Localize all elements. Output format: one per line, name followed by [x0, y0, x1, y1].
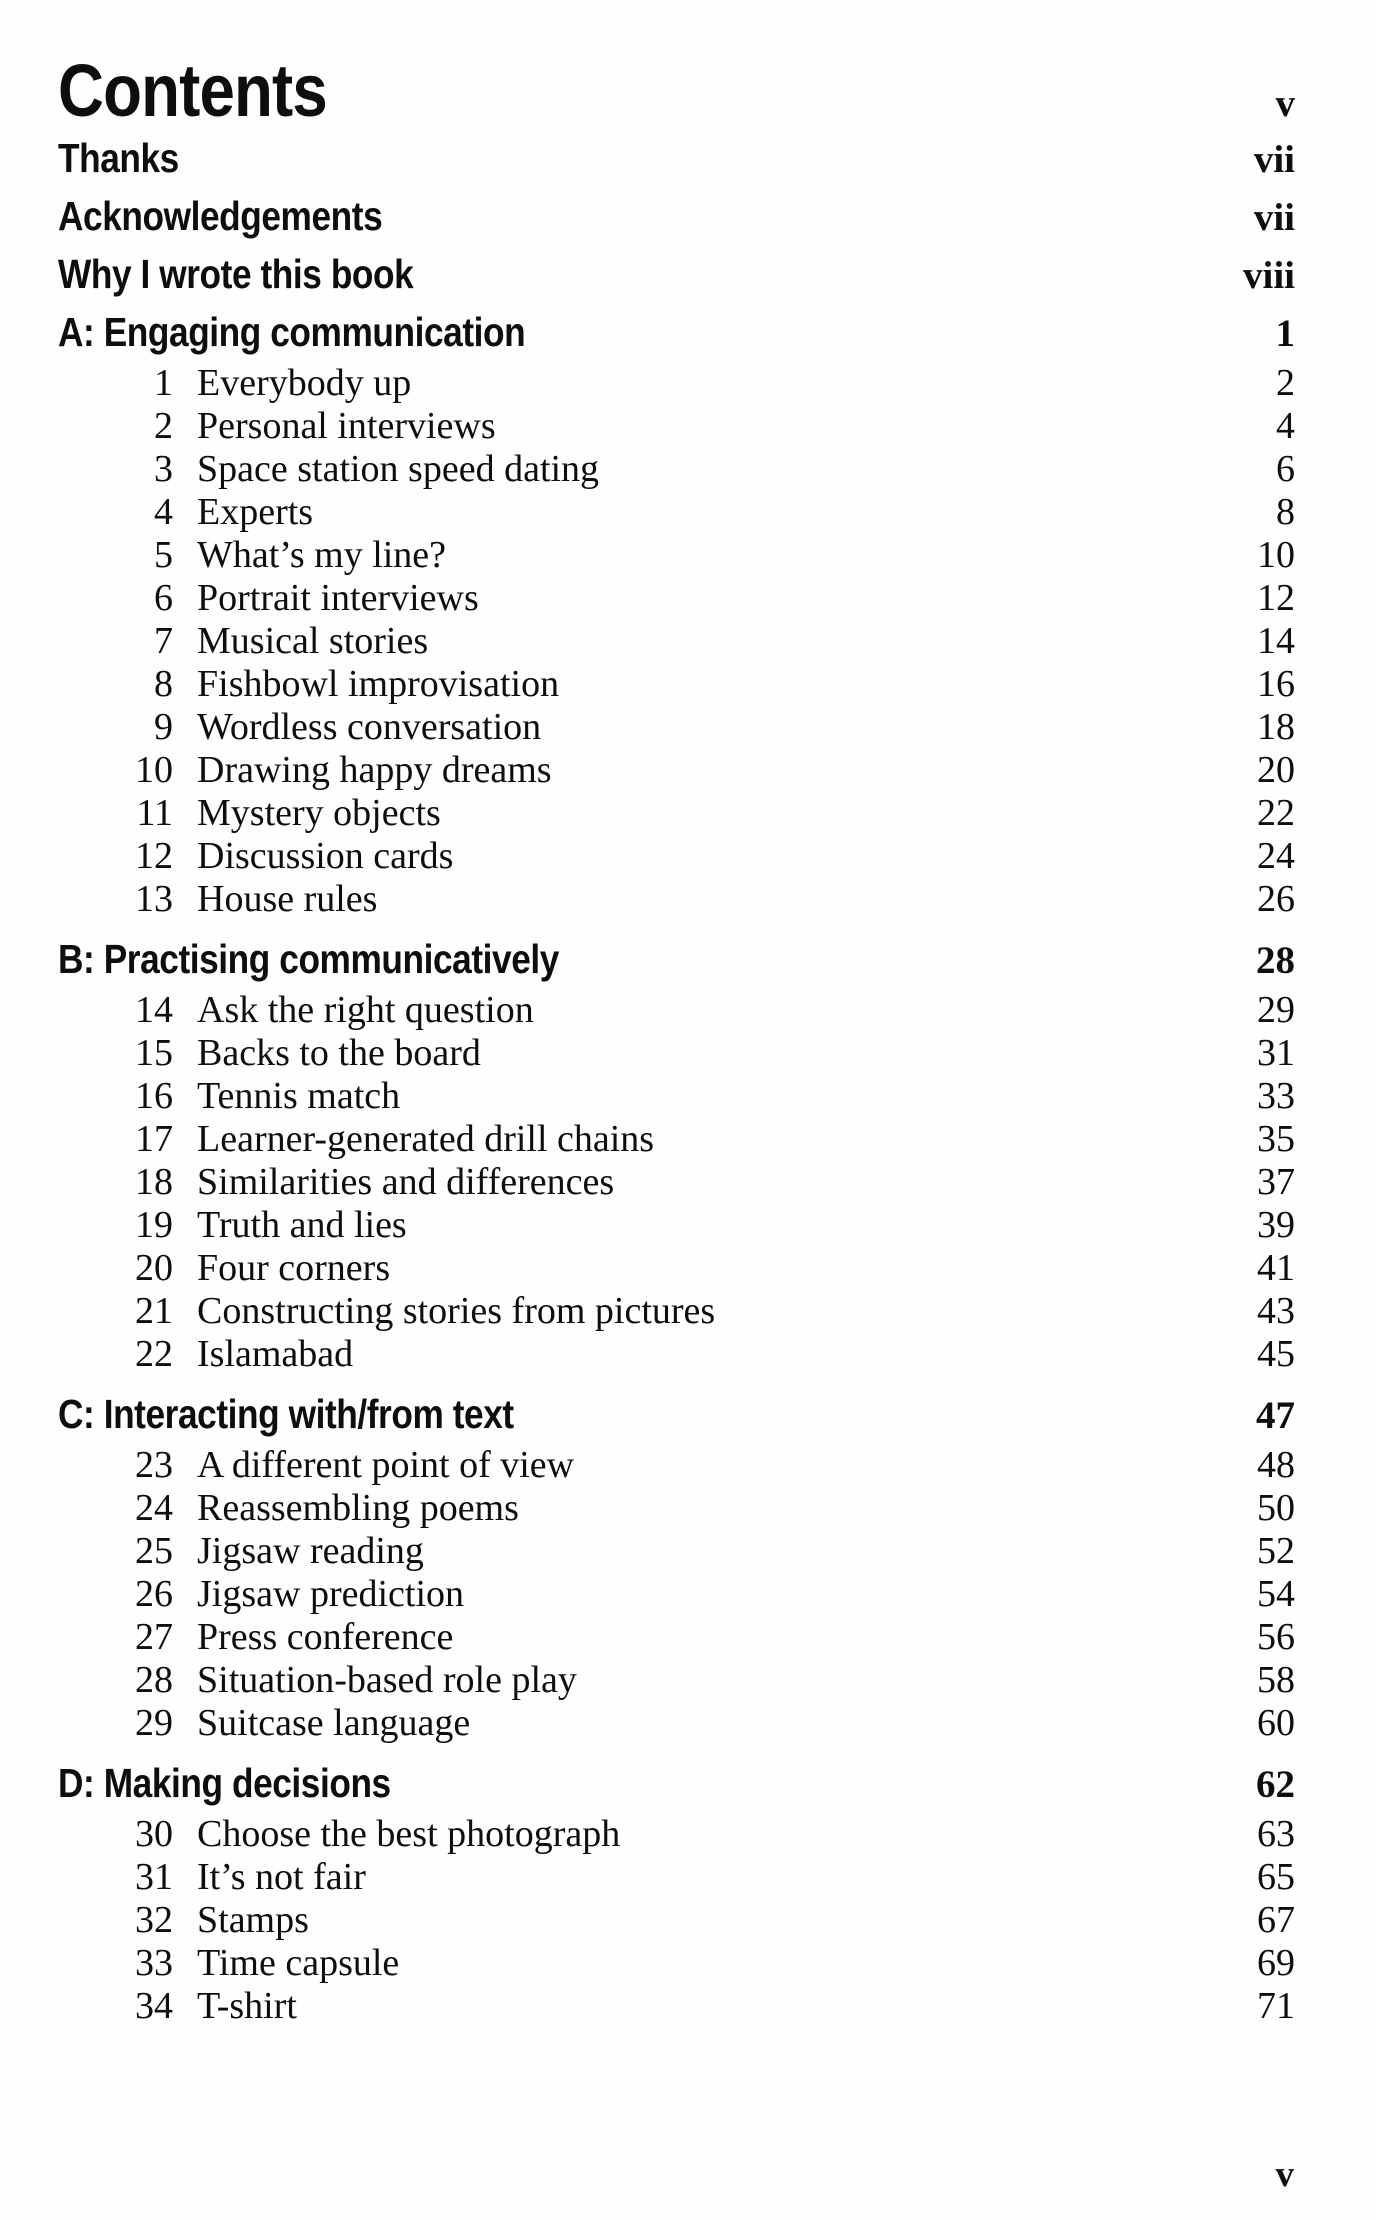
toc-item-number: 33	[135, 1942, 173, 1984]
toc-item-row	[58, 835, 1295, 878]
toc-item-row	[58, 706, 1295, 749]
toc-item-number: 8	[154, 663, 173, 705]
toc-list	[58, 130, 1295, 2028]
toc-item-number: 26	[135, 1573, 173, 1615]
toc-item-title: Similarities and differences	[197, 1161, 615, 1203]
toc-item-number: 10	[135, 749, 173, 791]
toc-item-row	[58, 1616, 1295, 1659]
toc-item-page: 58	[1257, 1659, 1295, 1701]
toc-item-page: 67	[1257, 1899, 1295, 1941]
toc-item-page: 20	[1257, 749, 1295, 791]
toc-item-number: 20	[135, 1247, 173, 1289]
toc-item-number: 18	[135, 1161, 173, 1203]
toc-item-page: 43	[1257, 1290, 1295, 1332]
toc-item-title: Learner-generated drill chains	[197, 1118, 655, 1160]
toc-item-row	[58, 1985, 1295, 2028]
toc-item-number: 6	[154, 577, 173, 619]
toc-item-title: Stamps	[197, 1899, 309, 1941]
toc-item-row	[58, 620, 1295, 663]
toc-item-title: Jigsaw reading	[197, 1530, 424, 1572]
toc-item-number: 29	[135, 1702, 173, 1744]
toc-item-title: Drawing happy dreams	[197, 749, 552, 791]
toc-item-title: Choose the best photograph	[197, 1813, 621, 1855]
toc-section-items	[58, 1813, 1295, 2028]
toc-item-page: 54	[1257, 1573, 1295, 1615]
toc-item-number: 31	[135, 1856, 173, 1898]
toc-section-label: C: Interacting with/from text	[58, 1391, 514, 1437]
toc-front-page: viii	[1242, 254, 1295, 297]
toc-item-row	[58, 1899, 1295, 1942]
toc-item-title: Experts	[197, 491, 314, 533]
toc-section-page: 1	[1275, 312, 1295, 355]
toc-item-number: 24	[135, 1487, 173, 1529]
toc-item-number: 25	[135, 1530, 173, 1572]
toc-item-page: 4	[1276, 405, 1295, 447]
toc-item-number: 17	[135, 1118, 173, 1160]
toc-item-number: 7	[154, 620, 173, 662]
toc-item-row	[58, 1813, 1295, 1856]
toc-item-title: What’s my line?	[197, 534, 447, 576]
toc-item-row	[58, 1075, 1295, 1118]
toc-item-row	[58, 1659, 1295, 1702]
toc-item-title: Fishbowl improvisation	[197, 663, 560, 705]
toc-section	[58, 1386, 1295, 1745]
toc-item-row	[58, 1118, 1295, 1161]
toc-section-page: 28	[1256, 939, 1295, 982]
toc-item-page: 18	[1257, 706, 1295, 748]
toc-item-page: 35	[1257, 1118, 1295, 1160]
toc-item-number: 30	[135, 1813, 173, 1855]
toc-item-row	[58, 1032, 1295, 1075]
toc-item-title: Jigsaw prediction	[197, 1573, 465, 1615]
toc-section-items	[58, 1444, 1295, 1745]
contents-title-row	[58, 49, 1295, 132]
toc-front-label: Why I wrote this book	[58, 251, 414, 297]
toc-item-page: 56	[1257, 1616, 1295, 1658]
toc-item-page: 31	[1257, 1032, 1295, 1074]
toc-item-row	[58, 362, 1295, 405]
toc-item-number: 3	[154, 448, 173, 490]
toc-item-page: 50	[1257, 1487, 1295, 1529]
toc-item-row	[58, 491, 1295, 534]
toc-item-row	[58, 1487, 1295, 1530]
toc-item-row	[58, 1530, 1295, 1573]
toc-item-number: 15	[135, 1032, 173, 1074]
table-of-contents	[58, 34, 1295, 2028]
toc-item-row	[58, 1573, 1295, 1616]
contents-page-number: v	[1275, 82, 1295, 125]
toc-item-page: 12	[1257, 577, 1295, 619]
toc-item-page: 52	[1257, 1530, 1295, 1572]
toc-section-page: 62	[1256, 1763, 1295, 1806]
toc-item-title: Portrait interviews	[197, 577, 479, 619]
toc-item-title: Discussion cards	[197, 835, 454, 877]
toc-item-number: 32	[135, 1899, 173, 1941]
toc-section-header	[58, 931, 1295, 989]
toc-item-page: 33	[1257, 1075, 1295, 1117]
toc-item-title: A different point of view	[197, 1444, 575, 1486]
page-title-text: Contents	[58, 49, 327, 132]
toc-item-number: 27	[135, 1616, 173, 1658]
toc-item-number: 11	[136, 792, 173, 834]
toc-item-title: Constructing stories from pictures	[197, 1290, 716, 1332]
toc-section-label: D: Making decisions	[58, 1760, 391, 1806]
toc-item-row	[58, 1702, 1295, 1745]
toc-section	[58, 304, 1295, 921]
toc-item-number: 34	[135, 1985, 173, 2027]
toc-item-title: Space station speed dating	[197, 448, 600, 490]
toc-item-row	[58, 448, 1295, 491]
toc-item-number: 5	[154, 534, 173, 576]
toc-item-title: Musical stories	[197, 620, 429, 662]
toc-item-page: 45	[1257, 1333, 1295, 1375]
toc-item-title: Suitcase language	[197, 1702, 471, 1744]
toc-item-title: House rules	[197, 878, 378, 920]
toc-item-number: 19	[135, 1204, 173, 1246]
toc-item-title: Everybody up	[197, 362, 412, 404]
toc-item-row	[58, 792, 1295, 835]
toc-section-items	[58, 362, 1295, 921]
toc-item-number: 14	[135, 989, 173, 1031]
toc-item-title: It’s not fair	[197, 1856, 366, 1898]
toc-item-page: 14	[1257, 620, 1295, 662]
toc-item-number: 23	[135, 1444, 173, 1486]
toc-item-page: 16	[1257, 663, 1295, 705]
toc-item-number: 1	[154, 362, 173, 404]
toc-item-row	[58, 405, 1295, 448]
toc-item-page: 63	[1257, 1813, 1295, 1855]
toc-item-title: Truth and lies	[197, 1204, 407, 1246]
toc-item-row	[58, 663, 1295, 706]
toc-item-number: 2	[154, 405, 173, 447]
page-title	[58, 49, 371, 132]
toc-section-label: B: Practising communicatively	[58, 936, 559, 982]
toc-item-page: 71	[1257, 1985, 1295, 2027]
toc-item-page: 2	[1276, 362, 1295, 404]
toc-section-page: 47	[1256, 1394, 1295, 1437]
toc-item-number: 21	[135, 1290, 173, 1332]
toc-section	[58, 1755, 1295, 2028]
toc-item-title: Backs to the board	[197, 1032, 481, 1074]
toc-item-title: Personal interviews	[197, 405, 496, 447]
toc-item-title: Press conference	[197, 1616, 454, 1658]
toc-front-label: Thanks	[58, 135, 179, 181]
toc-front-page: vii	[1253, 196, 1295, 239]
toc-item-title: Situation-based role play	[197, 1659, 577, 1701]
toc-item-number: 13	[135, 878, 173, 920]
toc-item-title: T-shirt	[197, 1985, 297, 2027]
toc-item-page: 60	[1257, 1702, 1295, 1744]
toc-section-items	[58, 989, 1295, 1376]
toc-item-page: 65	[1257, 1856, 1295, 1898]
toc-item-title: Islamabad	[197, 1333, 354, 1375]
toc-item-page: 37	[1257, 1161, 1295, 1203]
toc-item-title: Four corners	[197, 1247, 391, 1289]
toc-item-title: Tennis match	[197, 1075, 401, 1117]
toc-item-number: 12	[135, 835, 173, 877]
toc-item-page: 10	[1257, 534, 1295, 576]
toc-item-row	[58, 1204, 1295, 1247]
toc-item-number: 22	[135, 1333, 173, 1375]
toc-item-row	[58, 749, 1295, 792]
toc-item-row	[58, 1247, 1295, 1290]
toc-item-row	[58, 577, 1295, 620]
toc-item-number: 28	[135, 1659, 173, 1701]
toc-front-row	[58, 130, 1295, 188]
toc-item-page: 48	[1257, 1444, 1295, 1486]
toc-item-page: 26	[1257, 878, 1295, 920]
toc-item-row	[58, 1290, 1295, 1333]
toc-item-page: 24	[1257, 835, 1295, 877]
toc-front-row	[58, 188, 1295, 246]
toc-item-row	[58, 1942, 1295, 1985]
toc-item-page: 6	[1276, 448, 1295, 490]
toc-item-row	[58, 878, 1295, 921]
toc-front-row	[58, 246, 1295, 304]
toc-item-row	[58, 1161, 1295, 1204]
toc-item-row	[58, 1856, 1295, 1899]
toc-item-row	[58, 989, 1295, 1032]
toc-item-number: 16	[135, 1075, 173, 1117]
toc-item-title: Mystery objects	[197, 792, 441, 834]
toc-item-page: 69	[1257, 1942, 1295, 1984]
toc-item-number: 4	[154, 491, 173, 533]
toc-front-label: Acknowledgements	[58, 193, 383, 239]
toc-section	[58, 931, 1295, 1376]
toc-section-header	[58, 1386, 1295, 1444]
toc-item-title: Ask the right question	[197, 989, 534, 1031]
toc-item-number: 9	[154, 706, 173, 748]
toc-item-page: 29	[1257, 989, 1295, 1031]
toc-item-row	[58, 534, 1295, 577]
toc-item-row	[58, 1444, 1295, 1487]
toc-item-title: Reassembling poems	[197, 1487, 519, 1529]
footer-page-number: v	[1275, 2154, 1294, 2195]
toc-item-page: 8	[1276, 491, 1295, 533]
toc-section-label: A: Engaging communication	[58, 309, 526, 355]
toc-item-page: 22	[1257, 792, 1295, 834]
toc-item-page: 39	[1257, 1204, 1295, 1246]
toc-section-header	[58, 1755, 1295, 1813]
toc-item-page: 41	[1257, 1247, 1295, 1289]
toc-item-row	[58, 1333, 1295, 1376]
toc-item-title: Wordless conversation	[197, 706, 542, 748]
toc-section-header	[58, 304, 1295, 362]
toc-item-title: Time capsule	[197, 1942, 400, 1984]
toc-front-page: vii	[1253, 138, 1295, 181]
